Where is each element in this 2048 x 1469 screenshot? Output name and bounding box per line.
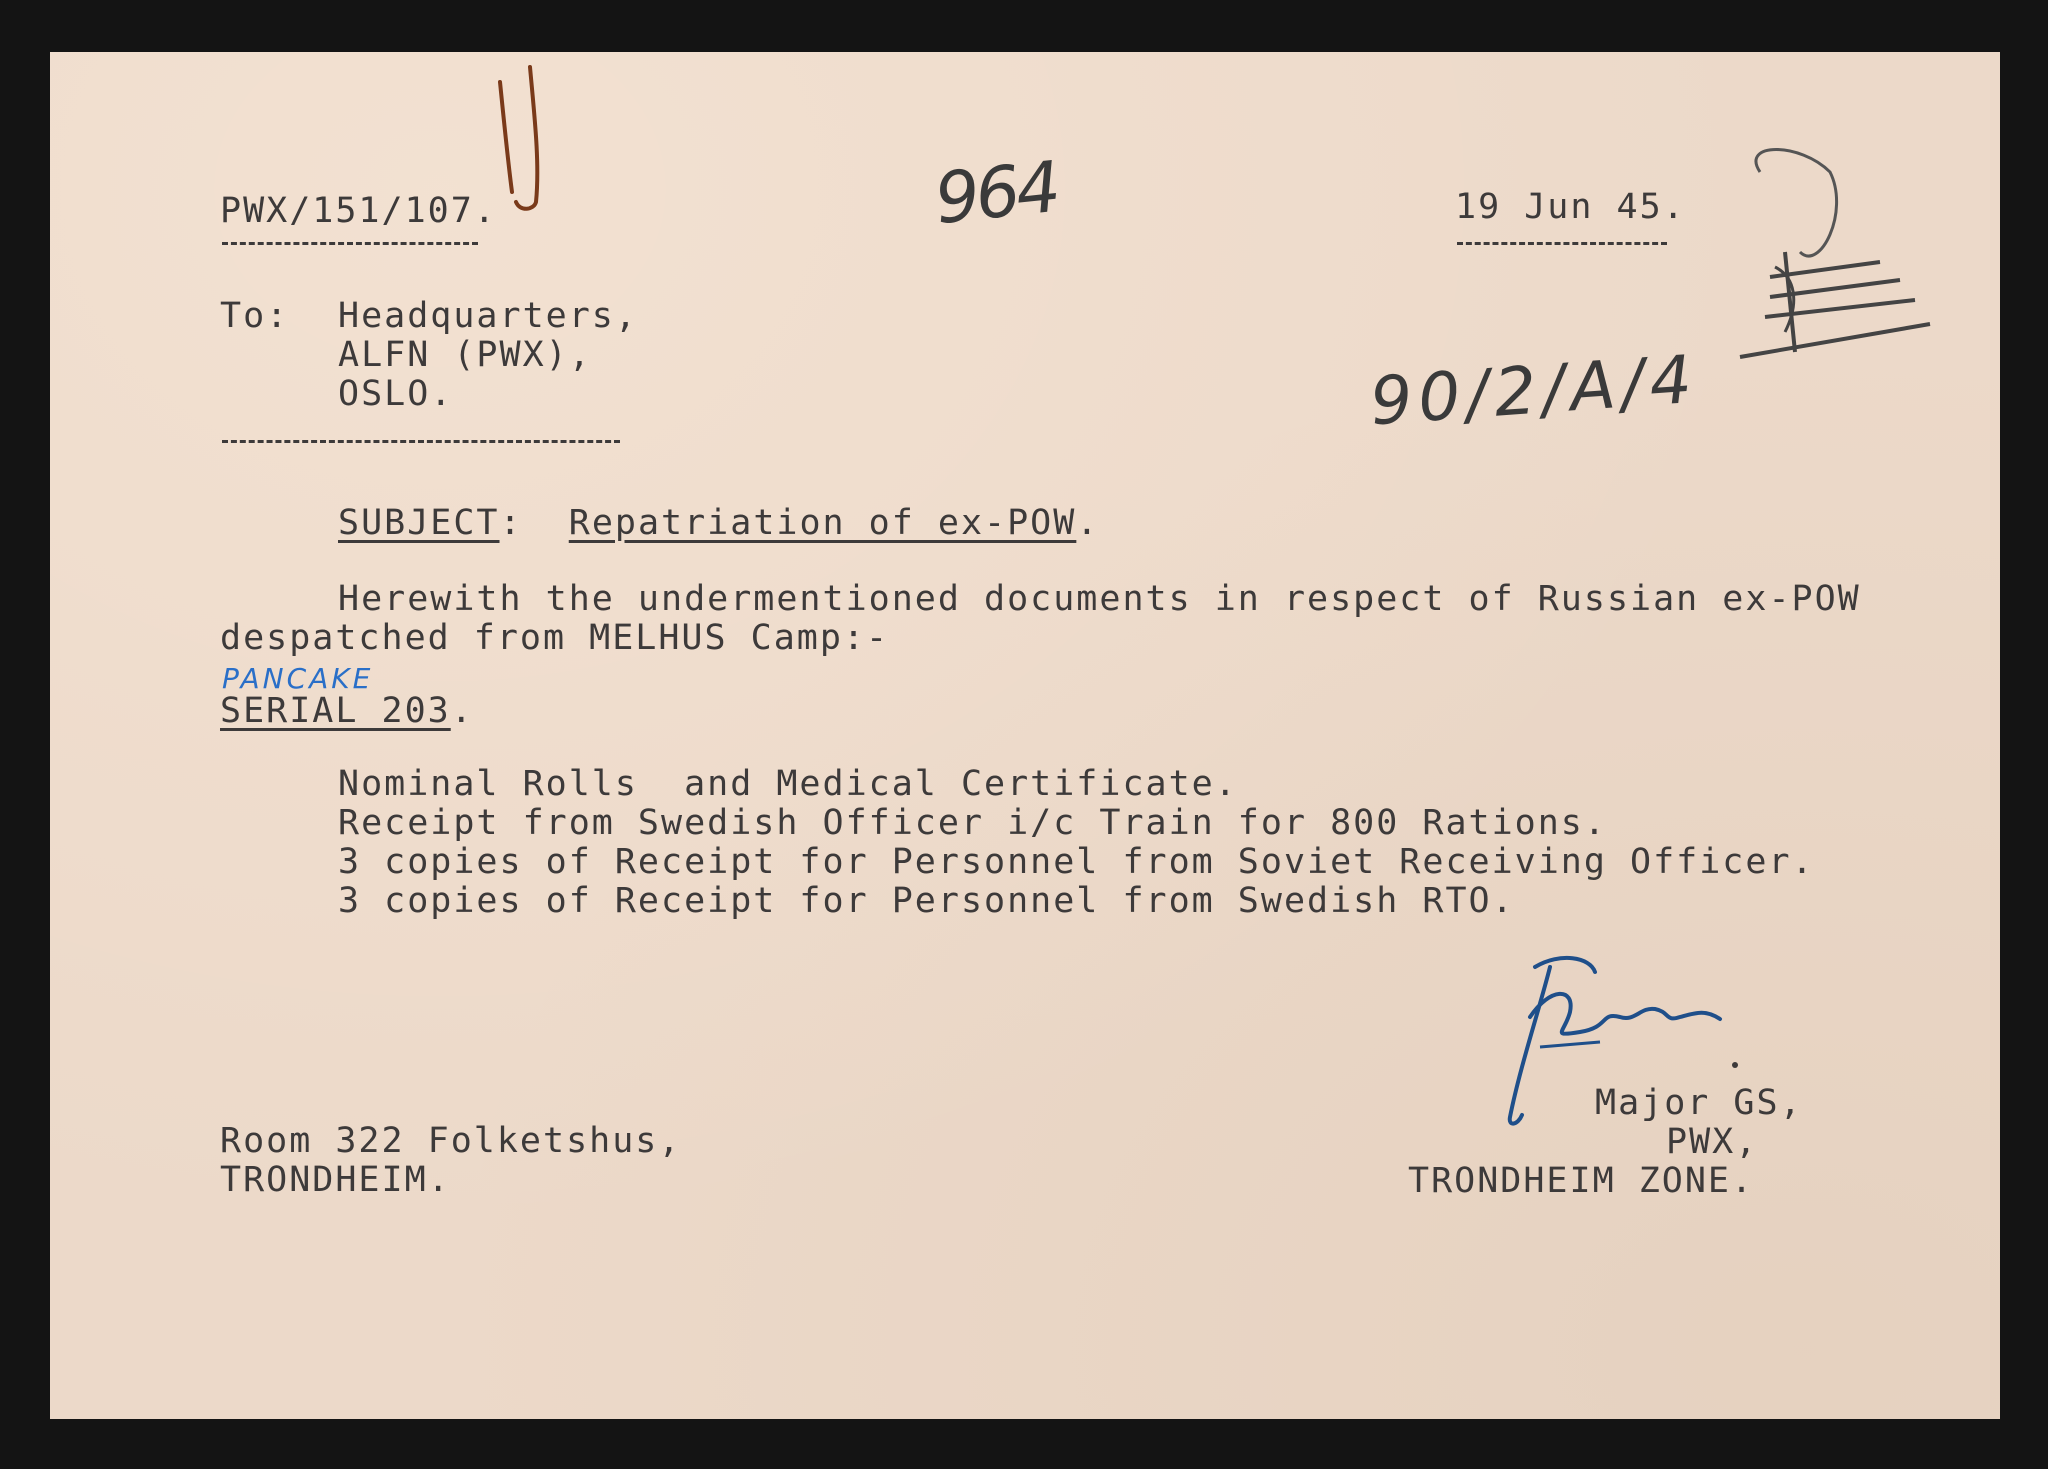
serial-end: . bbox=[450, 691, 474, 731]
to-label: To: bbox=[220, 296, 290, 336]
serial-line bbox=[220, 692, 474, 731]
codename-annotation: PANCAKE bbox=[222, 662, 374, 695]
document-reference: PWX/151/107. bbox=[220, 191, 497, 231]
subject-text: Repatriation of ex-POW bbox=[568, 503, 1077, 543]
subject-line bbox=[338, 504, 1099, 543]
enclosure-item-2: Receipt from Swedish Officer i/c Train for 800 Rations. bbox=[338, 803, 1607, 843]
document-date: 19 Jun 45. bbox=[1455, 187, 1686, 227]
initials-mark bbox=[1700, 102, 1940, 362]
addressee-underline bbox=[222, 440, 620, 443]
file-reference: 90/2/A/4 bbox=[1367, 340, 1701, 441]
sender-address-line-1: Room 322 Folketshus, bbox=[220, 1121, 682, 1161]
enclosure-item-1: Nominal Rolls and Medical Certificate. bbox=[338, 764, 1238, 804]
subject-label: SUBJECT bbox=[338, 503, 500, 543]
document-page bbox=[50, 52, 2000, 1419]
subject-colon: : bbox=[499, 503, 523, 543]
date-underline bbox=[1457, 242, 1667, 245]
folio-number: 964 bbox=[931, 145, 1061, 241]
signatory-rank: Major GS, bbox=[1595, 1083, 1803, 1123]
addressee-line-2: ALFN (PWX), bbox=[338, 335, 592, 375]
enclosure-item-4: 3 copies of Receipt for Personnel from Swedish RTO. bbox=[338, 881, 1515, 921]
body-line-2: despatched from MELHUS Camp:- bbox=[220, 618, 890, 658]
body-line-1: Herewith the undermentioned documents in respect of Russian ex-POW bbox=[338, 579, 1861, 619]
addressee-line-3: OSLO. bbox=[338, 374, 454, 414]
signatory-zone: TRONDHEIM ZONE. bbox=[1408, 1161, 1755, 1201]
subject-end: . bbox=[1076, 503, 1100, 543]
enclosure-item-3: 3 copies of Receipt for Personnel from Soviet Receiving Officer. bbox=[338, 842, 1815, 882]
sender-address-line-2: TRONDHEIM. bbox=[220, 1160, 451, 1200]
reference-underline bbox=[222, 242, 478, 245]
crayon-marks bbox=[490, 62, 570, 212]
serial-number: SERIAL 203 bbox=[220, 691, 451, 731]
addressee-line-1: Headquarters, bbox=[338, 296, 638, 336]
signatory-unit: PWX, bbox=[1666, 1122, 1759, 1162]
